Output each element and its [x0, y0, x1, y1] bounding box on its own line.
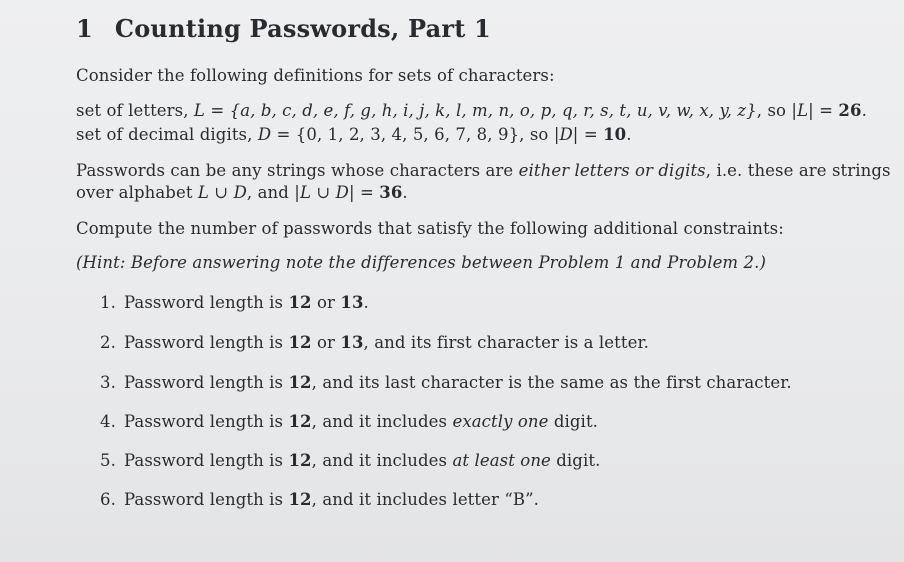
list-item: 5. Password length is 12, and it includes at least one digit.	[100, 451, 601, 470]
list-item: 6. Password length is 12, and it includes letter “B”.	[100, 490, 539, 509]
list-item: 4. Password length is 12, and it includes exactly one digit.	[100, 412, 599, 431]
hint-text: (Hint: Before answering note the differences between Problem 1 and Problem 2.)	[76, 253, 767, 272]
letters-definition: set of letters, L = {a, b, c, d, e, f, g, h, i, j, k, l, m, n, o, p, q, r, s, t, u, v, w, x, y, z}, so |L| = 26.	[76, 101, 867, 120]
compute-instruction: Compute the number of passwords that satisfy the following additional constraints:	[76, 219, 784, 238]
list-item: 3. Password length is 12, and its last character is the same as the first character.	[100, 373, 792, 392]
passwords-paragraph-line-2: over alphabet L ∪ D, and |L ∪ D| = 36.	[76, 183, 408, 202]
intro-paragraph: Consider the following definitions for sets of characters:	[76, 66, 555, 85]
section-heading	[76, 14, 491, 43]
section-number: 1	[76, 14, 93, 43]
passwords-paragraph-line-1: Passwords can be any strings whose characters are either letters or digits, i.e. these are strings	[76, 161, 891, 180]
list-item: 1. Password length is 12 or 13.	[100, 293, 369, 312]
digits-definition: set of decimal digits, D = {0, 1, 2, 3, 4, 5, 6, 7, 8, 9}, so |D| = 10.	[76, 125, 632, 144]
list-item: 2. Password length is 12 or 13, and its first character is a letter.	[100, 333, 649, 352]
section-title: Counting Passwords, Part 1	[114, 14, 491, 43]
